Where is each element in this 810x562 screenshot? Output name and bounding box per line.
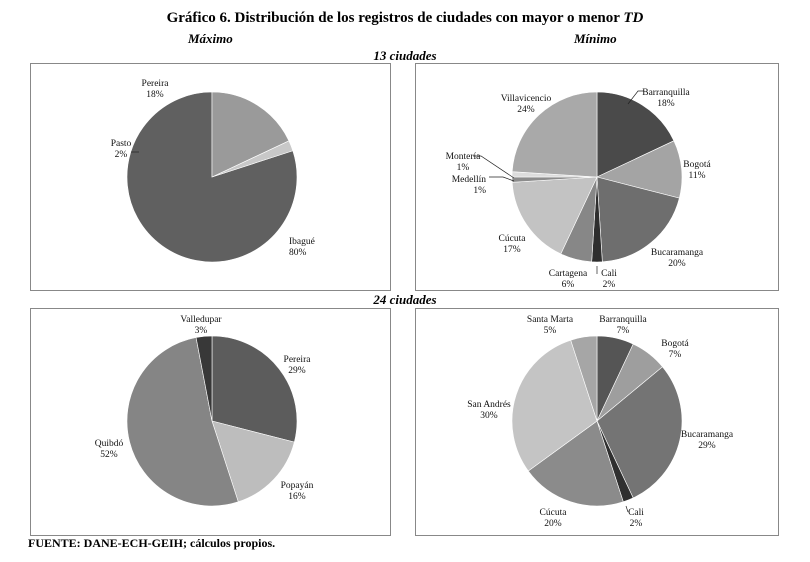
slice-label-valledupar: Valledupar [180,315,222,325]
source-note: FUENTE: DANE-ECH-GEIH; cálculos propios. [28,536,276,550]
slice-label-bucaramanga: Bucaramanga [650,248,704,258]
slice-pct-bogota: 7% [668,350,682,360]
slice-label-cartagena: Cartagena [548,269,588,279]
column-header-max: Máximo [188,31,233,46]
pie-panel-24-min [415,308,779,536]
slice-label-ibague: Ibagué [289,237,315,247]
slice-label-barranquilla: Barranquilla [642,88,690,98]
slice-label-popayan: Popayán [280,481,314,491]
slice-pct-monteria: 1% [456,163,470,173]
pie-panel-13-min [415,63,779,291]
pie-chart-13-max [31,64,390,290]
slice-label-bucaramanga: Bucaramanga [680,430,734,440]
slice-label-barranquilla: Barranquilla [599,315,647,325]
pie-chart-13-min [416,64,778,290]
slice-pct-cali: 2% [629,519,643,529]
column-header-min: Mínimo [574,31,617,46]
slice-pct-pasto: 2% [114,150,128,160]
slice-pct-bucaramanga: 29% [698,441,716,451]
slice-pct-cali: 2% [602,280,616,290]
pie-panel-24-max [30,308,391,536]
slice-label-pereira: Pereira [283,355,311,365]
slice-pct-santa-marta: 5% [543,326,557,336]
slice-label-cali: Cali [601,269,617,279]
pie-chart-24-max [31,309,390,535]
slice-pct-cucuta: 17% [503,245,521,255]
slice-pct-quibdo: 52% [100,450,118,460]
slice-pct-cartagena: 6% [561,280,575,290]
slice-pct-pereira: 29% [288,366,306,376]
slice-label-pereira: Pereira [141,79,169,89]
slice-pct-villavicencio: 24% [517,105,535,115]
slice-pct-medellin: 1% [473,186,486,196]
slice-pct-popayan: 16% [288,492,306,502]
pie-panel-13-max [30,63,391,291]
slice-pct-pereira: 18% [146,90,164,100]
slice-label-medellin: Medellín [451,175,486,185]
slice-pct-cucuta: 20% [544,519,562,529]
slice-pct-bogota: 11% [688,171,706,181]
slice-label-bogota: Bogotá [661,339,689,349]
pie-chart-24-min [416,309,778,535]
slice-label-cucuta: Cúcuta [498,234,526,244]
slice-pct-ibague: 80% [289,248,307,258]
slice-label-santa-marta: Santa Marta [526,315,574,325]
section-label-13: 13 ciudades [373,48,437,63]
slice-label-pasto: Pasto [110,139,132,149]
slice-pct-bucaramanga: 20% [668,259,686,269]
slice-label-cucuta: Cúcuta [539,508,567,518]
slice-pct-valledupar: 3% [194,326,208,336]
slice-label-bogota: Bogotá [683,160,711,170]
slice-pct-barranquilla: 18% [657,99,675,109]
slice-label-san-andres: San Andrés [467,400,511,410]
slice-label-quibdo: Quibdó [94,439,124,449]
slice-pct-barranquilla: 7% [616,326,630,336]
section-label-24: 24 ciudades [373,292,437,307]
slice-label-cali: Cali [628,508,644,518]
slice-label-villavicencio: Villavicencio [500,94,552,104]
slice-label-monteria: Montería [445,152,481,162]
slice-pct-san-andres: 30% [480,411,498,421]
figure-title: Gráfico 6. Distribución de los registros de ciudades con mayor o menor TD [166,10,644,26]
leader-line-medellin [489,177,514,181]
